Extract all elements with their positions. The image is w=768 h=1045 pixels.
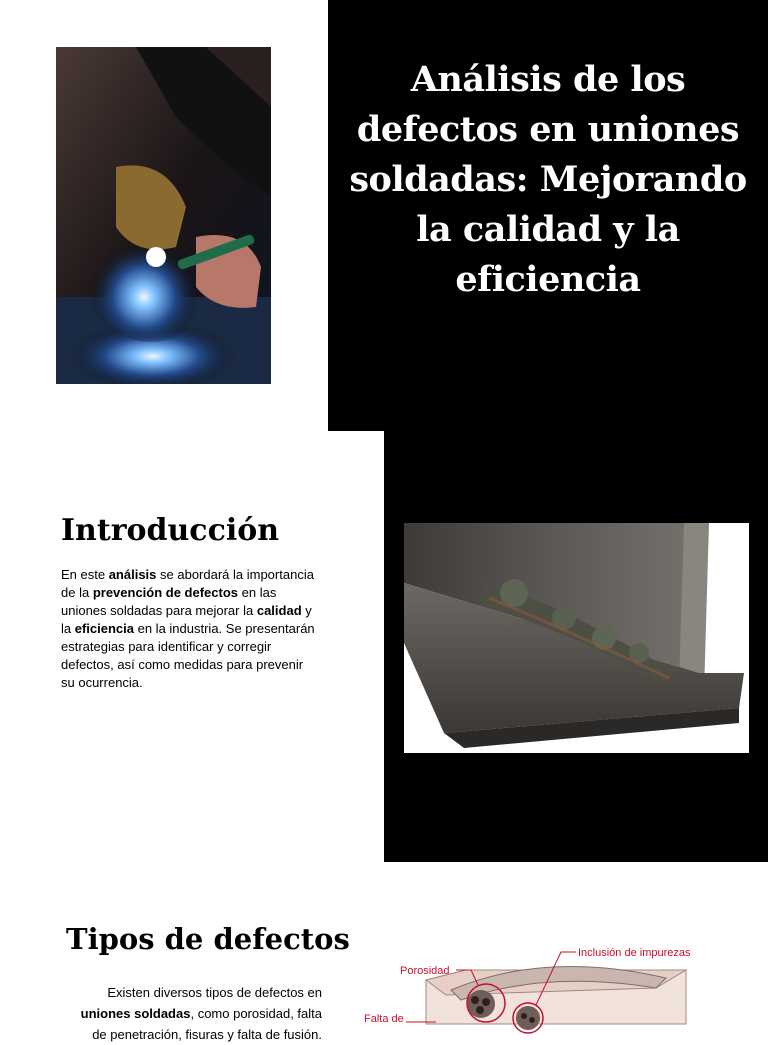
introduction-heading: Introducción — [61, 513, 280, 548]
welder-photo — [56, 47, 271, 384]
slide-title-text: Análisis de los defectos en uniones soldadas: Mejorando la calidad y la eficiencia — [349, 59, 747, 300]
slide-title — [0, 0, 768, 431]
weld-beam-photo — [404, 523, 749, 753]
introduction-paragraph: En este análisis se abordará la importancia de la prevención de defectos en las uniones soldadas para mejorar la calidad y la eficiencia en la industria. Se presentarán estrategias para identificar y corregir defectos, así como medidas para prevenir su ocurrencia. — [61, 567, 315, 690]
slide-defect-types — [0, 862, 768, 1042]
defect-types-paragraph: Existen diversos tipos de defectos en uniones soldadas, como porosidad, falta de penetración, fisuras y falta de fusión. — [80, 985, 322, 1042]
defect-types-heading: Tipos de defectos — [66, 922, 350, 956]
slide-introduction — [0, 431, 768, 862]
diagram-label-lack: Falta de — [364, 1013, 404, 1025]
diagram-label-porosity: Porosidad — [400, 965, 450, 977]
weld-defects-diagram — [356, 940, 738, 1024]
diagram-label-impurity: Inclusión de impurezas — [578, 947, 691, 959]
